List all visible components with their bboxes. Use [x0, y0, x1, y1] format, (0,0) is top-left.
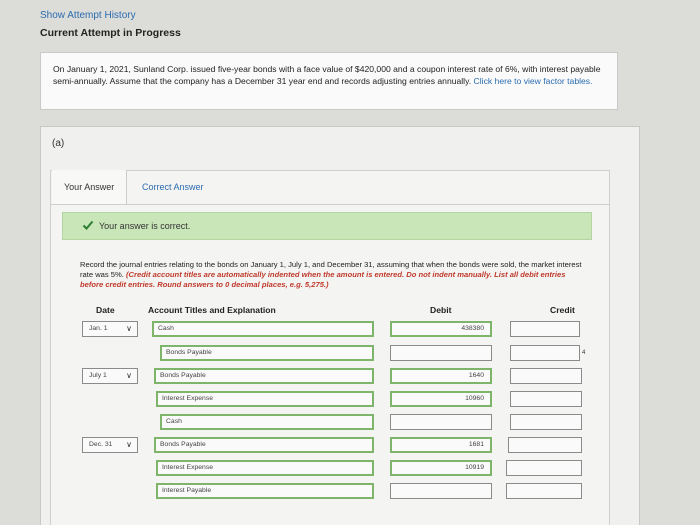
instructions-note: (Credit account titles are automatically indented when the amount is entered. Do not indent manually. List all debit entries before credit entries. Round answers to 0 decimal places, e.g. 5,275.) [80, 270, 566, 289]
column-header-date: Date [96, 305, 115, 315]
chevron-down-icon: ∨ [126, 440, 132, 449]
account-field[interactable]: Bonds Payable [154, 437, 374, 453]
account-field[interactable]: Bonds Payable [160, 345, 374, 361]
date-select[interactable]: Dec. 31 ∨ [82, 437, 138, 453]
debit-field[interactable]: 10960 [390, 391, 492, 407]
factor-tables-link[interactable]: Click here to view factor tables. [473, 76, 593, 86]
debit-field[interactable]: 438380 [390, 321, 492, 337]
tab-correct-answer[interactable]: Correct Answer [142, 182, 204, 192]
problem-text: On January 1, 2021, Sunland Corp. issued five-year bonds with a face value of $420,000 and a coupon interest rate of 6%, with interest payable semi-annually. Assume that the company has a December 31 year end and records adjusting entries annually. [53, 64, 601, 86]
debit-field[interactable] [390, 414, 492, 430]
correct-banner [62, 212, 592, 240]
debit-field[interactable] [390, 483, 492, 499]
current-attempt-heading: Current Attempt in Progress [40, 27, 181, 39]
show-attempt-history-link[interactable]: Show Attempt History [40, 10, 136, 21]
instructions-text: Record the journal entries relating to the bonds on January 1, July 1, and December 31, assuming that when the bonds were sold, the market interest rate was 5%. [80, 260, 582, 279]
column-header-account: Account Titles and Explanation [148, 305, 276, 315]
credit-field[interactable] [510, 368, 582, 384]
credit-field[interactable] [510, 345, 580, 361]
instructions [80, 260, 585, 290]
problem-statement [40, 52, 618, 110]
credit-field[interactable] [506, 483, 582, 499]
chevron-down-icon: ∨ [126, 324, 132, 333]
account-field[interactable]: Interest Expense [156, 391, 374, 407]
tab-your-answer[interactable]: Your Answer [52, 170, 127, 204]
credit-field[interactable] [510, 391, 582, 407]
debit-field[interactable]: 10919 [390, 460, 492, 476]
correct-banner-text: Your answer is correct. [99, 221, 191, 231]
credit-field[interactable] [506, 460, 582, 476]
account-field[interactable]: Cash [152, 321, 374, 337]
date-select[interactable]: July 1 ∨ [82, 368, 138, 384]
credit-field[interactable] [510, 321, 580, 337]
date-select[interactable]: Jan. 1 ∨ [82, 321, 138, 337]
part-label: (a) [52, 138, 65, 149]
debit-field[interactable]: 1640 [390, 368, 492, 384]
credit-field[interactable] [510, 414, 582, 430]
tab-divider [50, 204, 610, 205]
credit-overflow-text: 4 [582, 350, 586, 356]
chevron-down-icon: ∨ [126, 371, 132, 380]
debit-field[interactable] [390, 345, 492, 361]
account-field[interactable]: Interest Expense [156, 460, 374, 476]
account-field[interactable]: Bonds Payable [154, 368, 374, 384]
account-field[interactable]: Cash [160, 414, 374, 430]
column-header-debit: Debit [430, 305, 452, 315]
debit-field[interactable]: 1681 [390, 437, 492, 453]
account-field[interactable]: Interest Payable [156, 483, 374, 499]
column-header-credit: Credit [550, 305, 575, 315]
check-icon [82, 219, 94, 231]
credit-field[interactable] [508, 437, 582, 453]
